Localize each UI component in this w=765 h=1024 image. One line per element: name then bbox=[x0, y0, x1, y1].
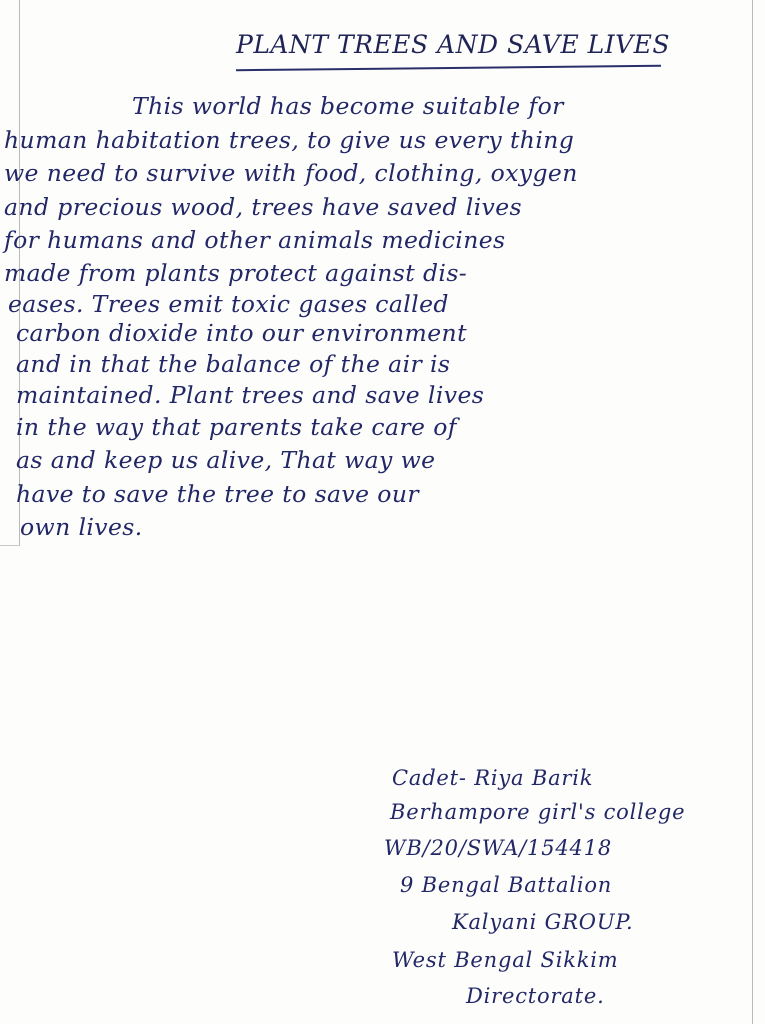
essay-line: own lives. bbox=[20, 513, 143, 541]
page-right-border bbox=[752, 0, 753, 1024]
page-border-corner bbox=[0, 545, 20, 546]
battalion: 9 Bengal Battalion bbox=[400, 873, 613, 897]
essay-line: human habitation trees, to give us every thing bbox=[4, 126, 575, 154]
essay-line: maintained. Plant trees and save lives bbox=[16, 381, 485, 409]
essay-line: This world has become suitable for bbox=[132, 92, 564, 120]
college-name: Berhampore girl's college bbox=[390, 800, 686, 824]
directorate-line-2: Directorate. bbox=[466, 984, 605, 1008]
essay-line: for humans and other animals medicines bbox=[4, 226, 506, 254]
essay-line: carbon dioxide into our environment bbox=[16, 319, 467, 347]
essay-line: and in that the balance of the air is bbox=[16, 350, 451, 378]
essay-title: PLANT TREES AND SAVE LIVES bbox=[236, 30, 671, 59]
group-name: Kalyani GROUP. bbox=[452, 910, 634, 934]
essay-line: eases. Trees emit toxic gases called bbox=[8, 290, 449, 318]
essay-line: we need to survive with food, clothing, oxygen bbox=[4, 159, 578, 187]
essay-line: made from plants protect against dis- bbox=[4, 259, 468, 287]
essay-line: as and keep us alive, That way we bbox=[16, 446, 436, 474]
registration-number: WB/20/SWA/154418 bbox=[384, 836, 613, 860]
essay-line: in the way that parents take care of bbox=[16, 413, 457, 441]
directorate-line-1: West Bengal Sikkim bbox=[392, 948, 619, 972]
title-underline bbox=[236, 65, 661, 71]
cadet-name: Cadet- Riya Barik bbox=[392, 766, 594, 790]
essay-line: and precious wood, trees have saved lives bbox=[4, 193, 522, 221]
essay-line: have to save the tree to save our bbox=[16, 480, 420, 508]
